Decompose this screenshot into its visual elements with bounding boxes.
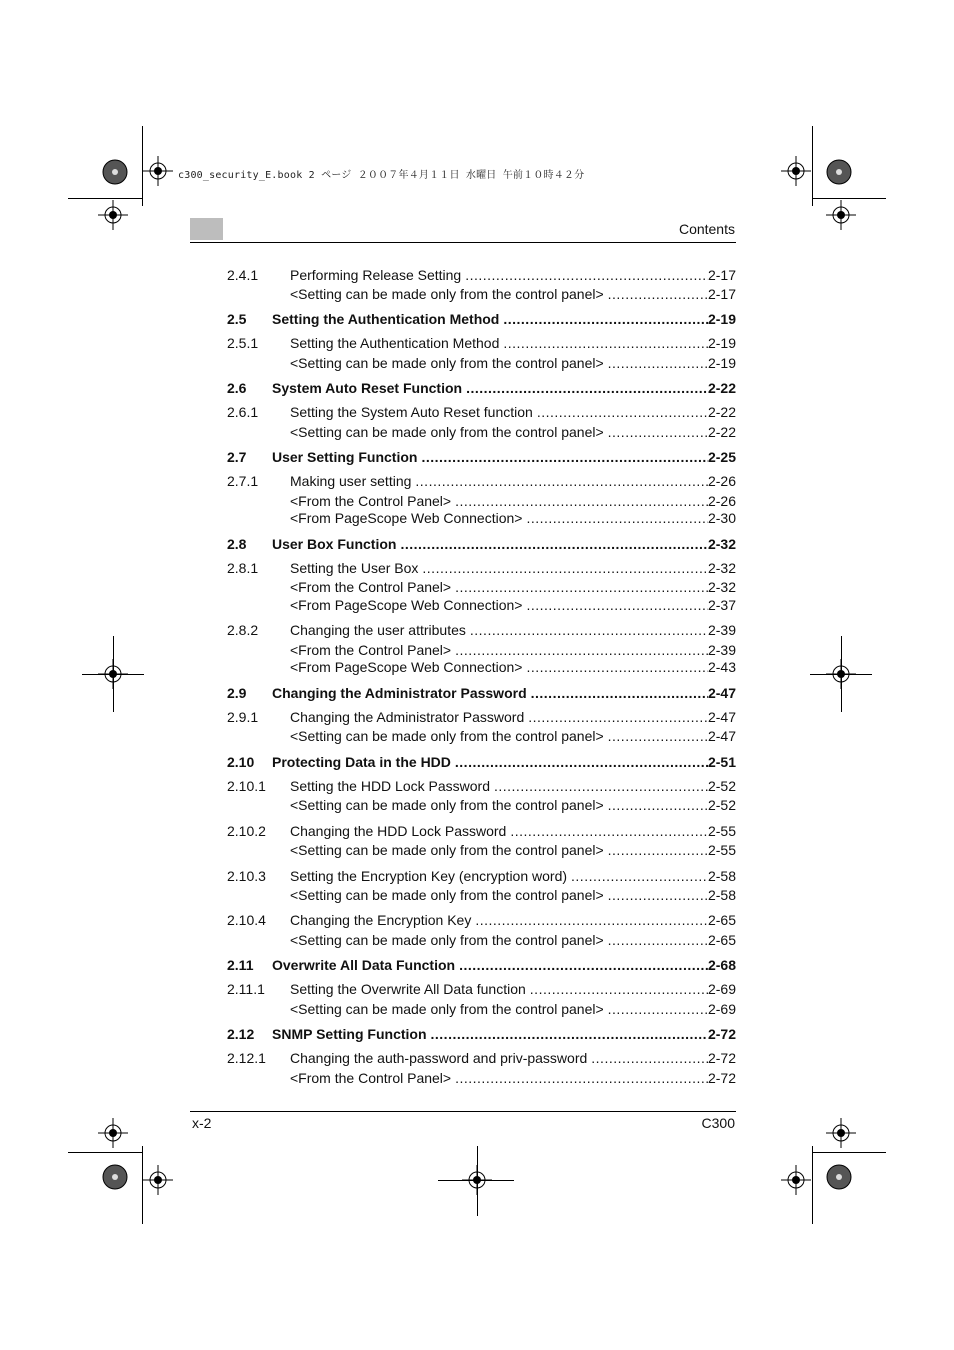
dot-leader <box>526 658 708 676</box>
dot-leader <box>531 684 708 702</box>
toc-title: <Setting can be made only from the control panel> <box>290 728 604 744</box>
toc-entry[interactable] <box>227 403 736 421</box>
toc-title: Overwrite All Data Function <box>272 957 456 973</box>
toc-line <box>290 777 736 795</box>
toc-number: 2.10 <box>227 754 255 770</box>
toc-title: <Setting can be made only from the control panel> <box>290 424 604 440</box>
crop-mark <box>812 126 813 206</box>
toc-title: <Setting can be made only from the control panel> <box>290 887 604 903</box>
toc-number: 2.11 <box>227 957 254 973</box>
toc-subentry[interactable] <box>227 931 736 949</box>
toc-page-number: 2-17 <box>707 267 736 283</box>
toc-title: <From PageScope Web Connection> <box>290 659 523 675</box>
toc-page-number: 2-55 <box>707 823 736 839</box>
toc-line <box>272 684 736 702</box>
toc-number: 2.6.1 <box>227 404 259 420</box>
toc-page-number: 2-30 <box>707 510 736 526</box>
toc-title: Setting the Encryption Key (encryption word) <box>290 868 568 884</box>
dot-leader <box>503 334 708 352</box>
toc-title: <Setting can be made only from the control panel> <box>290 286 604 302</box>
dot-leader <box>465 266 708 284</box>
toc-page-number: 2-17 <box>707 286 736 302</box>
toc-line <box>290 796 736 814</box>
toc-page-number: 2-39 <box>707 622 736 638</box>
dot-leader <box>455 1069 708 1087</box>
toc-title: Setting the Authentication Method <box>290 335 500 351</box>
toc-line <box>290 403 736 421</box>
toc-line <box>290 1049 736 1067</box>
dot-leader <box>459 956 708 974</box>
dot-leader <box>608 1000 708 1018</box>
toc-page-number: 2-69 <box>707 981 736 997</box>
toc-page-number: 2-65 <box>707 912 736 928</box>
toc-entry[interactable] <box>227 777 736 795</box>
toc-number: 2.12.1 <box>227 1050 266 1066</box>
toc-number: 2.5.1 <box>227 335 259 351</box>
toc-entry[interactable] <box>227 621 736 639</box>
toc-line <box>272 379 736 397</box>
toc-page-number: 2-22 <box>707 404 736 420</box>
toc-page-number: 2-72 <box>707 1026 736 1042</box>
toc-page-number: 2-19 <box>707 311 736 327</box>
toc-entry[interactable] <box>227 822 736 840</box>
toc-entry[interactable] <box>227 266 736 284</box>
toc-title: Setting the User Box <box>290 560 419 576</box>
toc-line <box>290 285 736 303</box>
print-header: c300_security_E.book 2 ページ ２００７年４月１１日 水曜日 午前１０時４２分 <box>178 170 585 181</box>
toc-title: Performing Release Setting <box>290 267 462 283</box>
dot-leader <box>421 448 708 466</box>
toc-title: Setting the System Auto Reset function <box>290 404 533 420</box>
toc-title: <From the Control Panel> <box>290 579 452 595</box>
crop-mark <box>438 1180 514 1181</box>
toc-number: 2.8 <box>227 536 247 552</box>
dot-leader <box>608 931 708 949</box>
toc-line <box>290 727 736 745</box>
toc-number: 2.7 <box>227 449 247 465</box>
toc-title: <From PageScope Web Connection> <box>290 597 523 613</box>
toc-title: User Setting Function <box>272 449 418 465</box>
dot-leader <box>494 777 708 795</box>
toc-page-number: 2-19 <box>707 335 736 351</box>
toc-subentry[interactable] <box>227 578 736 596</box>
toc-page-number: 2-58 <box>707 887 736 903</box>
dot-leader <box>422 559 708 577</box>
toc-page-number: 2-26 <box>707 493 736 509</box>
toc-page-number: 2-47 <box>707 728 736 744</box>
toc-entry[interactable] <box>227 559 736 577</box>
toc-page-number: 2-52 <box>707 778 736 794</box>
dot-leader <box>526 596 708 614</box>
toc-subentry[interactable] <box>227 354 736 372</box>
toc-subentry[interactable] <box>227 796 736 814</box>
toc-subentry[interactable] <box>227 658 736 676</box>
crop-mark <box>113 636 114 712</box>
footer-rule <box>190 1111 736 1112</box>
toc-number: 2.7.1 <box>227 473 259 489</box>
header-rule <box>190 242 736 243</box>
toc-subentry[interactable] <box>227 841 736 859</box>
toc-number: 2.12 <box>227 1026 255 1042</box>
toc-line <box>272 448 736 466</box>
dot-leader <box>455 641 708 659</box>
toc-line <box>290 509 736 527</box>
toc-page-number: 2-69 <box>707 1001 736 1017</box>
toc-page-number: 2-72 <box>707 1070 736 1086</box>
toc-entry[interactable] <box>227 1049 736 1067</box>
dot-leader <box>503 310 708 328</box>
toc-page-number: 2-39 <box>707 642 736 658</box>
dot-leader <box>510 822 708 840</box>
toc-title: Setting the HDD Lock Password <box>290 778 490 794</box>
toc-subentry[interactable] <box>227 423 736 441</box>
toc-title: <From the Control Panel> <box>290 642 452 658</box>
toc-line <box>290 1000 736 1018</box>
color-target-icon <box>102 1164 128 1190</box>
toc-section[interactable] <box>227 310 736 328</box>
toc-section[interactable] <box>227 753 736 771</box>
toc-line <box>290 867 736 885</box>
toc-page-number: 2-19 <box>707 355 736 371</box>
toc-page-number: 2-25 <box>707 449 736 465</box>
dot-leader <box>591 1049 708 1067</box>
toc-line <box>290 931 736 949</box>
toc-section[interactable] <box>227 956 736 974</box>
page-title: Contents <box>678 221 735 237</box>
crop-mark <box>812 1146 813 1224</box>
toc-entry[interactable] <box>227 867 736 885</box>
toc-entry[interactable] <box>227 708 736 726</box>
toc-number: 2.9 <box>227 685 247 701</box>
dot-leader <box>455 753 708 771</box>
toc-title: Changing the user attributes <box>290 622 466 638</box>
toc-line <box>290 354 736 372</box>
dot-leader <box>415 472 708 490</box>
crop-mark <box>812 1152 886 1153</box>
toc-line <box>290 596 736 614</box>
toc-section[interactable] <box>227 1025 736 1043</box>
toc-number: 2.4.1 <box>227 267 259 283</box>
toc-page-number: 2-47 <box>707 685 736 701</box>
toc-title: Changing the Administrator Password <box>290 709 525 725</box>
toc-subentry[interactable] <box>227 509 736 527</box>
toc-title: System Auto Reset Function <box>272 380 463 396</box>
toc-line <box>290 559 736 577</box>
dot-leader <box>608 796 708 814</box>
toc-subentry[interactable] <box>227 727 736 745</box>
toc-title: Setting the Authentication Method <box>272 311 500 327</box>
toc-line <box>290 423 736 441</box>
dot-leader <box>571 867 708 885</box>
toc-line <box>272 535 736 553</box>
toc-page-number: 2-32 <box>707 560 736 576</box>
crop-mark <box>68 1152 142 1153</box>
toc-line <box>290 472 736 490</box>
registration-mark-icon <box>98 200 128 230</box>
toc-title: Protecting Data in the HDD <box>272 754 451 770</box>
crop-mark <box>841 636 842 712</box>
toc-subentry[interactable] <box>227 596 736 614</box>
toc-line <box>290 641 736 659</box>
toc-page-number: 2-32 <box>707 536 736 552</box>
dot-leader <box>455 492 708 510</box>
registration-mark-icon <box>826 1118 856 1148</box>
toc-page-number: 2-72 <box>707 1050 736 1066</box>
toc-page-number: 2-22 <box>707 380 736 396</box>
registration-mark-icon <box>781 156 811 186</box>
model-name: C300 <box>701 1115 735 1131</box>
toc-page-number: 2-32 <box>707 579 736 595</box>
registration-mark-icon <box>143 1165 173 1195</box>
dot-leader <box>608 285 708 303</box>
toc-line <box>290 886 736 904</box>
dot-leader <box>608 886 708 904</box>
dot-leader <box>530 980 708 998</box>
toc-section[interactable] <box>227 684 736 702</box>
toc-line <box>290 1069 736 1087</box>
toc-section[interactable] <box>227 379 736 397</box>
toc-number: 2.10.3 <box>227 868 266 884</box>
toc-line <box>290 822 736 840</box>
dot-leader <box>466 379 708 397</box>
toc-page-number: 2-51 <box>707 754 736 770</box>
toc-subentry[interactable] <box>227 641 736 659</box>
dot-leader <box>608 423 708 441</box>
toc-entry[interactable] <box>227 980 736 998</box>
toc-subentry[interactable] <box>227 492 736 510</box>
dot-leader <box>475 911 708 929</box>
toc-number: 2.9.1 <box>227 709 259 725</box>
toc-entry[interactable] <box>227 334 736 352</box>
toc-line <box>272 956 736 974</box>
chapter-tab <box>190 218 223 240</box>
dot-leader <box>608 841 708 859</box>
toc-line <box>290 658 736 676</box>
toc-line <box>290 980 736 998</box>
toc-title: <From PageScope Web Connection> <box>290 510 523 526</box>
registration-mark-icon <box>143 156 173 186</box>
registration-mark-icon <box>98 1118 128 1148</box>
toc-line <box>290 621 736 639</box>
toc-number: 2.8.2 <box>227 622 259 638</box>
page-number: x-2 <box>192 1115 212 1131</box>
toc-page-number: 2-55 <box>707 842 736 858</box>
toc-line <box>290 266 736 284</box>
dot-leader <box>528 708 708 726</box>
toc-line <box>290 841 736 859</box>
crop-mark <box>477 1146 478 1216</box>
toc-title: Changing the Encryption Key <box>290 912 472 928</box>
toc-title: Changing the HDD Lock Password <box>290 823 507 839</box>
toc-line <box>272 310 736 328</box>
toc-page-number: 2-68 <box>707 957 736 973</box>
toc-title: <Setting can be made only from the control panel> <box>290 932 604 948</box>
toc-number: 2.10.1 <box>227 778 266 794</box>
dot-leader <box>526 509 708 527</box>
toc-page-number: 2-37 <box>707 597 736 613</box>
toc-line <box>272 1025 736 1043</box>
toc-title: <Setting can be made only from the control panel> <box>290 355 604 371</box>
toc-number: 2.10.4 <box>227 912 266 928</box>
color-target-icon <box>826 1164 852 1190</box>
toc-number: 2.6 <box>227 380 247 396</box>
toc-line <box>290 492 736 510</box>
toc-subentry[interactable] <box>227 1069 736 1087</box>
toc-number: 2.10.2 <box>227 823 266 839</box>
dot-leader <box>470 621 708 639</box>
crop-mark <box>68 198 142 199</box>
toc-line <box>272 753 736 771</box>
toc-subentry[interactable] <box>227 886 736 904</box>
toc-line <box>290 911 736 929</box>
toc-title: <Setting can be made only from the control panel> <box>290 1001 604 1017</box>
dot-leader <box>400 535 708 553</box>
toc-subentry[interactable] <box>227 285 736 303</box>
dot-leader <box>537 403 708 421</box>
dot-leader <box>455 578 708 596</box>
toc-number: 2.8.1 <box>227 560 259 576</box>
registration-mark-icon <box>826 200 856 230</box>
toc-title: <From the Control Panel> <box>290 493 452 509</box>
toc-entry[interactable] <box>227 911 736 929</box>
dot-leader <box>608 354 708 372</box>
toc-title: User Box Function <box>272 536 397 552</box>
registration-mark-icon <box>781 1165 811 1195</box>
toc-page-number: 2-58 <box>707 868 736 884</box>
toc-title: <Setting can be made only from the control panel> <box>290 842 604 858</box>
toc-title: Setting the Overwrite All Data function <box>290 981 526 997</box>
toc-line <box>290 334 736 352</box>
toc-title: Changing the auth-password and priv-password <box>290 1050 588 1066</box>
toc-line <box>290 578 736 596</box>
dot-leader <box>608 727 708 745</box>
toc-number: 2.11.1 <box>227 981 265 997</box>
toc-title: <Setting can be made only from the control panel> <box>290 797 604 813</box>
toc-page-number: 2-26 <box>707 473 736 489</box>
toc-title: Changing the Administrator Password <box>272 685 527 701</box>
toc-section[interactable] <box>227 448 736 466</box>
toc-title: Making user setting <box>290 473 412 489</box>
toc-page-number: 2-65 <box>707 932 736 948</box>
toc-page-number: 2-43 <box>707 659 736 675</box>
crop-mark <box>812 198 886 199</box>
toc-page-number: 2-47 <box>707 709 736 725</box>
toc-entry[interactable] <box>227 472 736 490</box>
toc-section[interactable] <box>227 535 736 553</box>
color-target-icon <box>826 159 852 185</box>
toc-line <box>290 708 736 726</box>
toc-page-number: 2-52 <box>707 797 736 813</box>
color-target-icon <box>102 159 128 185</box>
toc-page-number: 2-22 <box>707 424 736 440</box>
toc-number: 2.5 <box>227 311 247 327</box>
dot-leader <box>431 1025 708 1043</box>
toc-subentry[interactable] <box>227 1000 736 1018</box>
toc-title: <From the Control Panel> <box>290 1070 452 1086</box>
toc-title: SNMP Setting Function <box>272 1026 427 1042</box>
